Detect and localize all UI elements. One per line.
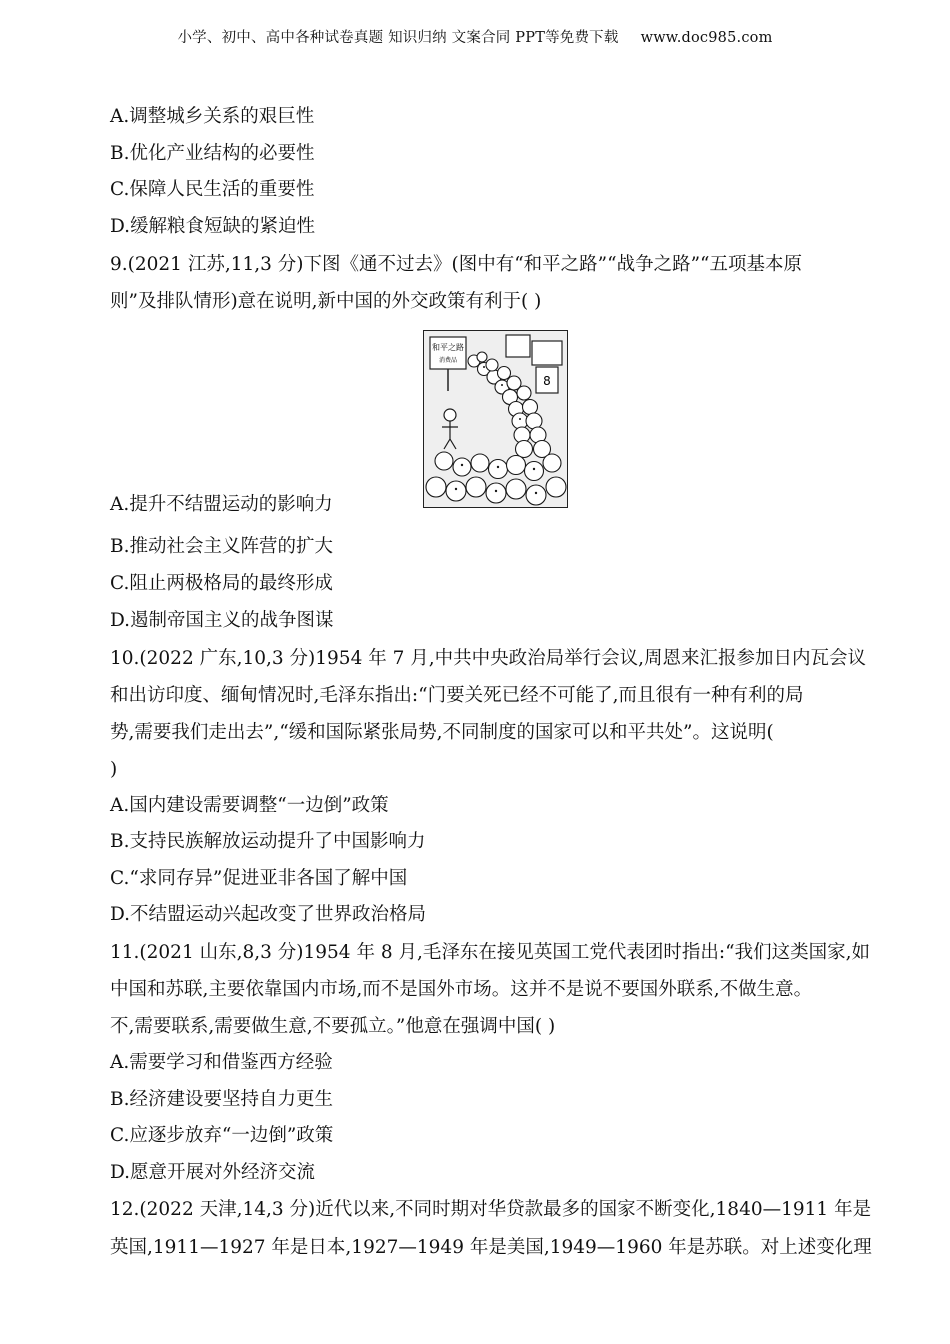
question-line: 和出访印度、缅甸情况时,毛泽东指出:“门要关死已经不可能了,而且很有一种有利的局 [110, 685, 804, 706]
option-line: C.应逐步放弃“一边倒”政策 [110, 1125, 334, 1146]
option-line: C.保障人民生活的重要性 [110, 179, 315, 200]
cartoon-sign-text: 和平之路 [432, 343, 464, 352]
option-line: B.经济建设要坚持自力更生 [110, 1089, 333, 1110]
option-line: A.国内建设需要调整“一边倒”政策 [110, 795, 389, 816]
question-line: 12.(2022 天津,14,3 分)近代以来,不同时期对华贷款最多的国家不断变化,1840—1911 年是 [110, 1199, 872, 1220]
option-line: B.优化产业结构的必要性 [110, 143, 315, 164]
page-header [0, 26, 950, 47]
header-text: 小学、初中、高中各种试卷真题 知识归纳 文案合同 PPT等免费下载 [177, 30, 619, 46]
header-site: www.doc985.com [640, 30, 773, 46]
question-line: 中国和苏联,主要依靠国内市场,而不是国外市场。这并不是说不要国外联系,不做生意。 [110, 979, 813, 1000]
option-line: A.提升不结盟运动的影响力 [110, 494, 333, 515]
option-line: D.遏制帝国主义的战争图谋 [110, 610, 334, 631]
question-line: ) [110, 759, 118, 780]
option-line: A.调整城乡关系的艰巨性 [110, 106, 315, 127]
question-line: 11.(2021 山东,8,3 分)1954 年 8 月,毛泽东在接见英国工党代表团时指出:“我们这类国家,如 [110, 942, 870, 963]
question-line: 势,需要我们走出去”,“缓和国际紧张局势,不同制度的国家可以和平共处”。这说明( [110, 722, 774, 743]
option-line: B.推动社会主义阵营的扩大 [110, 536, 333, 557]
option-line: C.“求同存异”促进亚非各国了解中国 [110, 868, 408, 889]
cartoon-board-mark: 8 [543, 374, 551, 388]
option-line: D.愿意开展对外经济交流 [110, 1162, 316, 1183]
question-line: 英国,1911—1927 年是日本,1927—1949 年是美国,1949—1960 年是苏联。对上述变化理 [110, 1237, 872, 1258]
question-line: 则”及排队情形)意在说明,新中国的外交政策有利于( ) [110, 291, 542, 312]
cartoon-figure [423, 330, 568, 508]
question-line: 不,需要联系,需要做生意,不要孤立。”他意在强调中国( ) [110, 1016, 556, 1037]
option-line: B.支持民族解放运动提升了中国影响力 [110, 831, 426, 852]
cartoon-sign-sub: 消费品 [438, 357, 458, 364]
option-line: A.需要学习和借鉴西方经验 [110, 1052, 333, 1073]
option-line: C.阻止两极格局的最终形成 [110, 573, 333, 594]
option-line: D.不结盟运动兴起改变了世界政治格局 [110, 904, 427, 925]
question-line: 9.(2021 江苏,11,3 分)下图《通不过去》(图中有“和平之路”“战争之路”“五项基本原 [110, 254, 803, 275]
option-line: D.缓解粮食短缺的紧迫性 [110, 216, 316, 237]
cartoon-illustration [424, 331, 567, 507]
question-line: 10.(2022 广东,10,3 分)1954 年 7 月,中共中央政治局举行会议,周恩来汇报参加日内瓦会议 [110, 648, 867, 669]
